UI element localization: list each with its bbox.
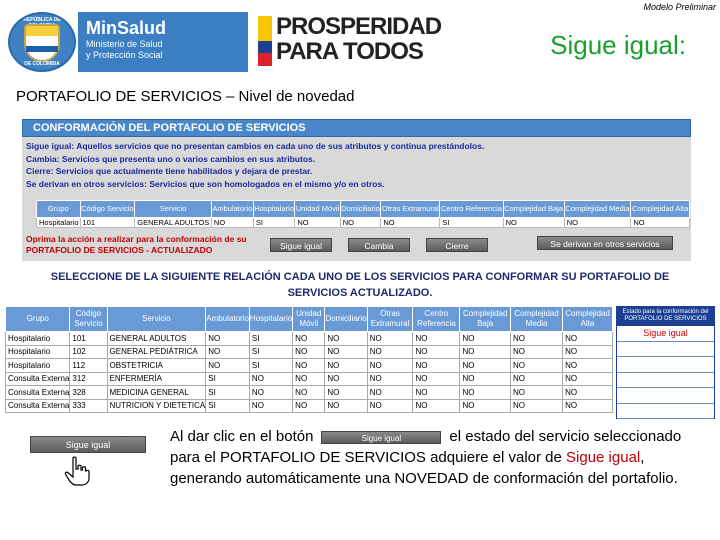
table-cell: NO <box>367 345 413 359</box>
column-header: Complejidad Alta <box>563 307 613 332</box>
example-column-header: Complejidad Media <box>564 201 631 218</box>
table-cell: NO <box>460 359 511 373</box>
table-cell: NO <box>563 399 613 413</box>
table-cell: NO <box>367 359 413 373</box>
slide-title: Sigue igual: <box>550 30 686 60</box>
table-cell: NO <box>325 372 367 386</box>
table-cell: SI <box>249 359 292 373</box>
table-cell: NUTRICION Y DIETETICA <box>107 399 206 413</box>
table-cell: SI <box>206 372 250 386</box>
table-cell: 312 <box>70 372 107 386</box>
table-cell: NO <box>325 359 367 373</box>
table-cell: GENERAL ADULTOS <box>107 332 206 346</box>
explanation-part3: , generando automáticamente una NOVEDAD de conformación del portafolio. <box>170 449 678 487</box>
table-cell: NO <box>563 332 613 346</box>
table-cell: NO <box>413 386 460 400</box>
minsalud-line1: Ministerio de Salud <box>86 39 163 49</box>
table-cell: NO <box>460 399 511 413</box>
table-cell: NO <box>367 372 413 386</box>
table-cell: NO <box>293 359 325 373</box>
example-column-header: Domiciliario <box>340 201 381 218</box>
se-derivan-button[interactable]: Se derivan en otros servicios <box>537 236 673 250</box>
table-cell: NO <box>460 332 511 346</box>
sigue-igual-example-button[interactable]: Sigue igual <box>30 436 146 453</box>
table-cell: 328 <box>70 386 107 400</box>
colombia-seal-logo <box>8 12 76 72</box>
hand-pointer-icon <box>64 456 90 486</box>
table-cell: GENERAL PEDIÁTRICA <box>107 345 206 359</box>
table-cell: NO <box>249 399 292 413</box>
column-header: Servicio <box>107 307 206 332</box>
table-cell: SI <box>206 399 250 413</box>
example-column-header: Unidad Móvil <box>295 201 340 218</box>
example-column-header: Código Servicio <box>80 201 135 218</box>
table-cell: NO <box>325 345 367 359</box>
example-cell: NO <box>295 218 340 228</box>
table-cell: NO <box>510 359 562 373</box>
example-column-header: Servicio <box>135 201 212 218</box>
table-cell: NO <box>510 332 562 346</box>
table-cell: NO <box>563 359 613 373</box>
table-cell: ENFERMERÍA <box>107 372 206 386</box>
column-header: Complejidad Media <box>510 307 562 332</box>
table-cell: 112 <box>70 359 107 373</box>
example-cell: SI <box>253 218 295 228</box>
seal-top-text: REPÚBLICA DE <box>23 17 61 23</box>
column-header: Unidad Móvil <box>293 307 325 332</box>
cambia-button[interactable]: Cambia <box>348 238 410 252</box>
estado-value <box>617 388 714 404</box>
table-cell: NO <box>206 332 250 346</box>
estado-value <box>617 342 714 358</box>
cierre-button[interactable]: Cierre <box>426 238 488 252</box>
table-cell: NO <box>563 386 613 400</box>
seal-bottom-text: DE COLOMBIA <box>24 61 60 67</box>
column-header: Centro Referencia <box>413 307 460 332</box>
table-cell: SI <box>206 386 250 400</box>
table-cell: NO <box>325 399 367 413</box>
estado-panel <box>616 306 715 419</box>
table-cell: NO <box>413 332 460 346</box>
table-cell: Consulta Externa <box>6 399 70 413</box>
prosperidad-text <box>276 14 441 64</box>
table-cell: NO <box>510 386 562 400</box>
definition-cierre: Cierre: Servicios que actualmente tiene habilitados y dejara de prestar. <box>26 166 313 176</box>
minsalud-line2: y Protección Social <box>86 50 163 60</box>
table-cell: NO <box>293 332 325 346</box>
explanation-part1: Al dar clic en el botón <box>170 428 314 445</box>
estado-value <box>617 357 714 373</box>
example-cell: NO <box>631 218 690 228</box>
table-row[interactable] <box>6 359 613 373</box>
table-cell: NO <box>367 399 413 413</box>
table-row[interactable] <box>6 386 613 400</box>
table-cell: NO <box>460 372 511 386</box>
table-cell: Hospitalario <box>6 332 70 346</box>
table-cell: Hospitalario <box>6 345 70 359</box>
prosperidad-logo <box>258 13 458 68</box>
table-cell: NO <box>460 345 511 359</box>
select-instruction: SELECCIONE DE LA SIGUIENTE RELACIÓN CADA UNO DE LOS SERVICIOS PARA CONFORMAR SU PORTAFOLIO DE SERVICIOS ACTUALIZADO. <box>50 271 670 299</box>
table-cell: NO <box>510 372 562 386</box>
example-table <box>36 200 690 228</box>
table-cell: NO <box>249 386 292 400</box>
portafolio-title: PORTAFOLIO DE SERVICIOS – Nivel de novedad <box>16 88 355 105</box>
example-column-header: Otras Extramural <box>381 201 440 218</box>
table-cell: SI <box>249 345 292 359</box>
table-cell: NO <box>510 399 562 413</box>
minsalud-logo <box>78 12 248 72</box>
table-row[interactable] <box>6 399 613 413</box>
example-column-header: Complejidad Alta <box>631 201 690 218</box>
example-column-header: Ambulatorio <box>211 201 253 218</box>
example-table-header <box>37 201 690 218</box>
table-cell: NO <box>325 386 367 400</box>
definition-sigue-igual: Sigue igual: Aquellos servicios que no presentan cambios en cada uno de sus atributos y continua prestándolos. <box>26 141 485 151</box>
estado-value <box>617 373 714 389</box>
services-table-header <box>6 307 613 332</box>
column-header: Complejidad Baja <box>460 307 511 332</box>
table-cell: NO <box>293 372 325 386</box>
definition-se-derivan: Se derivan en otros servicios: Servicios que son homologados en el mismo y/o en otros. <box>26 178 385 189</box>
example-table-row <box>37 218 690 228</box>
table-cell: NO <box>206 345 250 359</box>
table-cell: NO <box>563 372 613 386</box>
definition-cambia: Cambia: Servicios que presenta uno o varios cambios en sus atributos. <box>26 153 316 164</box>
table-cell: NO <box>413 372 460 386</box>
table-cell: 333 <box>70 399 107 413</box>
column-header: Código Servicio <box>70 307 107 332</box>
example-cell: NO <box>340 218 381 228</box>
oprima-instruction <box>26 234 247 256</box>
column-header: Otras Extramural <box>367 307 413 332</box>
table-cell: NO <box>293 386 325 400</box>
example-cell: NO <box>381 218 440 228</box>
example-cell: GENERAL ADULTOS <box>135 218 212 228</box>
estado-value: Sigue igual <box>617 326 714 342</box>
table-cell: NO <box>293 345 325 359</box>
table-cell: NO <box>367 332 413 346</box>
example-column-header: Centro Referencia <box>440 201 503 218</box>
example-column-header: Grupo <box>37 201 81 218</box>
table-cell: NO <box>293 399 325 413</box>
preliminary-model-tag: Modelo Preliminar <box>643 2 716 12</box>
estado-value <box>617 404 714 420</box>
example-cell: NO <box>564 218 631 228</box>
table-cell: NO <box>413 399 460 413</box>
table-cell: NO <box>413 359 460 373</box>
coat-of-arms-icon <box>24 24 60 62</box>
definitions-heading: CONFORMACIÓN DEL PORTAFOLIO DE SERVICIOS <box>22 119 691 137</box>
table-cell: NO <box>510 345 562 359</box>
table-cell: Consulta Externa <box>6 372 70 386</box>
oprima-line2: PORTAFOLIO DE SERVICIOS - ACTUALIZADO <box>26 245 213 255</box>
sigue-igual-button[interactable]: Sigue igual <box>270 238 332 252</box>
explanation-highlight: Sigue igual <box>566 449 641 466</box>
example-cell: NO <box>503 218 564 228</box>
inline-sigue-igual-button: Sigue igual <box>321 431 441 444</box>
example-column-header: Hospitalario <box>253 201 295 218</box>
table-cell: OBSTETRICIA <box>107 359 206 373</box>
table-cell: NO <box>460 386 511 400</box>
services-table-body <box>6 332 613 413</box>
table-cell: MEDICINA GENERAL <box>107 386 206 400</box>
table-row[interactable] <box>6 372 613 386</box>
example-cell: Hospitalario <box>37 218 81 228</box>
minsalud-name: MinSalud <box>86 18 166 38</box>
column-header: Grupo <box>6 307 70 332</box>
example-cell: SI <box>440 218 503 228</box>
definitions-list <box>22 137 691 190</box>
explanation-text <box>170 426 705 489</box>
estado-rows <box>617 326 714 419</box>
table-cell: NO <box>206 359 250 373</box>
table-row[interactable] <box>6 345 613 359</box>
table-cell: SI <box>249 332 292 346</box>
oprima-line1: Oprima la acción a realizar para la conformación de su <box>26 234 247 244</box>
colombia-flag-icon <box>258 16 272 66</box>
table-cell: NO <box>249 372 292 386</box>
table-cell: Consulta Externa <box>6 386 70 400</box>
prosperidad-line2: PARA TODOS <box>276 38 423 65</box>
column-header: Domiciliario <box>325 307 367 332</box>
definitions-panel <box>22 119 691 261</box>
table-cell: NO <box>413 345 460 359</box>
table-cell: NO <box>325 332 367 346</box>
example-cell: 101 <box>80 218 135 228</box>
table-cell: NO <box>563 345 613 359</box>
prosperidad-line1: PROSPERIDAD <box>276 13 442 40</box>
example-cell: NO <box>211 218 253 228</box>
table-cell: NO <box>367 386 413 400</box>
services-table <box>5 306 613 413</box>
table-cell: Hospitalario <box>6 359 70 373</box>
column-header: Hospitalario <box>249 307 292 332</box>
table-cell: 101 <box>70 332 107 346</box>
column-header: Ambulatorio <box>206 307 250 332</box>
table-row[interactable] <box>6 332 613 346</box>
estado-heading: Estado para la conformación del PORTAFOLIO DE SERVICIOS <box>617 307 714 326</box>
example-column-header: Complejidad Baja <box>503 201 564 218</box>
table-cell: 102 <box>70 345 107 359</box>
explanation-part2: el estado del servicio seleccionado para el PORTAFOLIO DE SERVICIOS adquiere el valor de <box>170 428 682 466</box>
